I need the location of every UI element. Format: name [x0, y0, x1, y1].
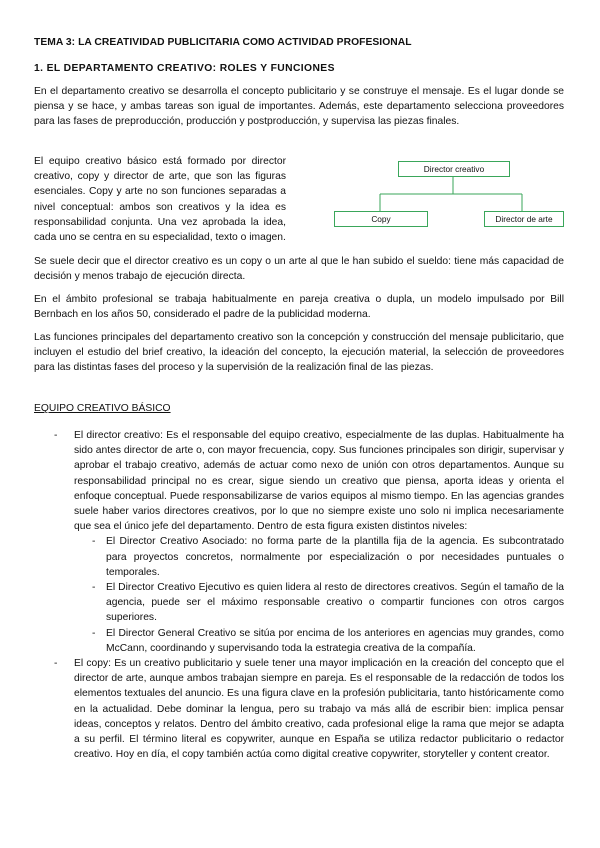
- subheading-equipo: EQUIPO CREATIVO BÁSICO: [34, 403, 171, 414]
- paragraph-director-salary: Se suele decir que el director creativo es un copy o un arte al que le han subido el sueldo: tiene más capacidad de decisión y menos trabajo de ejecución directa.: [34, 256, 564, 283]
- paragraph-dupla: En el ámbito profesional se trabaja habitualmente en pareja creativa o dupla, un modelo impulsado por Bill Bernbach en los años 50, considerado el padre de la publicidad moderna.: [34, 294, 564, 321]
- roles-list: [34, 428, 564, 762]
- director-levels-list: [74, 534, 564, 656]
- list-item-director: [34, 428, 564, 656]
- paragraph-functions: Las funciones principales del departamento creativo son la concepción y construcción del mensaje publicitario, que incluyen el estudio del brief creativo, la ideación del concepto, la ejecución material, la selección de proveedores para las distintas fases del proceso y la supervisión de la realización final de las piezas.: [34, 332, 564, 374]
- list-item-level: - El Director Creativo Ejecutivo es quien lidera al resto de directores creativos. Según el tamaño de la agencia, puede ser el máximo responsable creativo o compartir funciones con otros cargos superiores.: [74, 580, 564, 626]
- list-item-copy: [34, 656, 564, 762]
- paragraph-team: El equipo creativo básico está formado por director creativo, copy y director de arte, que son las figuras esenciales. Copy y arte no son funciones separadas a nivel conceptual: ambos son creativos y la idea es responsabilidad conjunta. Una vez aprobada la idea, cada uno se centra en su especialidad, texto o imagen.: [34, 156, 286, 244]
- paragraph-intro: En el departamento creativo se desarrolla el concepto publicitario y se construye el mensaje. Es el lugar donde se piensa y se hace, y ambas tareas son igual de importantes. Además, este departamento selecciona proveedores para las fases de preproducción, producción y postproducción, y supervisa las piezas finales.: [34, 86, 564, 128]
- document-title: TEMA 3: LA CREATIVIDAD PUBLICITARIA COMO ACTIVIDAD PROFESIONAL: [34, 37, 412, 48]
- list-item-level: - El Director General Creativo se sitúa por encima de los anteriores en agencias muy grandes, como McCann, coordinando y supervisando toda la estrategia creativa de la compañía.: [74, 626, 564, 656]
- diagram-box-art-director: Director de arte: [484, 211, 564, 227]
- diagram-box-copy: Copy: [334, 211, 428, 227]
- list-item-level: - El Director Creativo Asociado: no forma parte de la plantilla fija de la agencia. Es subcontratado para proyectos concretos, normalmente por especialización o por necesidades puntuales o temporales.: [74, 534, 564, 580]
- copy-text: El copy: Es un creativo publicitario y suele tener una mayor implicación en la creación del concepto que el director de arte, aunque ambos trabajan siempre en pareja. Es el responsable de la redacción de todos los elementos textuales del anuncio. Es una figura clave en la profesión publicitaria, tanto históricamente como en la actualidad. Debe dominar la lengua, pero su trabajo va más allá de escribir bien: implica pensar ideas, conceptos y relatos. Dentro del ámbito creativo, cada profesional elige la rama que mejor se adapta a su perfil. El término literal es copywriter, aunque en España se utiliza redactor publicitario o redactor creativo. Hoy en día, el copy también actúa como digital creative copywriter, storyteller y content creator.: [74, 658, 564, 761]
- director-text: El director creativo: Es el responsable del equipo creativo, especialmente de las duplas. Habitualmente ha sido antes director de arte o, con mayor frecuencia, copy. Sus funciones principales son dirigir, supervisar y aprobar el trabajo creativo, además de actuar como nexo de unión con otros departamentos. Aunque su responsabilidad principal no es crear, sigue siendo un creativo que piensa, aporta ideas y orienta el enfoque conceptual. Puede responsabilizarse de varios equipos al mismo tiempo. En las agencias grandes suele haber varios directores creativos, por lo que no siempre existe uno solo ni implica necesariamente que sea el único jefe del departamento. Dentro de esta figura existen distintos niveles:: [74, 430, 564, 533]
- diagram-box-director: Director creativo: [398, 161, 510, 177]
- section-heading: 1. EL DEPARTAMENTO CREATIVO: ROLES Y FUNCIONES: [34, 63, 335, 74]
- team-diagram: [334, 156, 564, 228]
